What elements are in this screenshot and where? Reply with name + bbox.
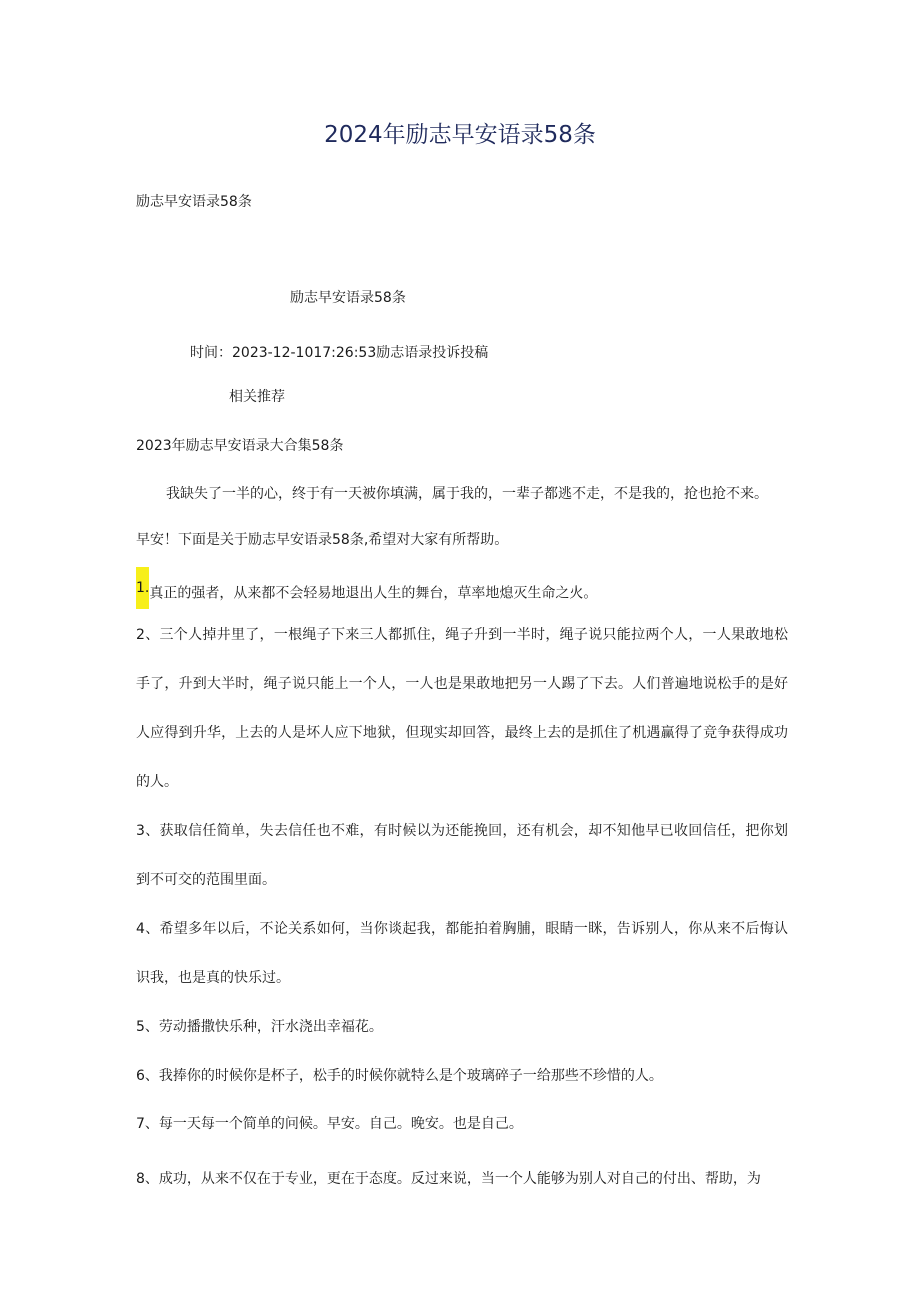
list-item: 6、我捧你的时候你是杯子，松手的时候你就特么是个玻璃碎子一给那些不珍惜的人。 [136,1068,663,1084]
article-title: 励志早安语录58条 [290,290,406,306]
intro-paragraph-2: 早安！下面是关于励志早安语录58条,希望对大家有所帮助。 [136,532,509,548]
document-subtitle: 励志早安语录58条 [136,194,252,210]
list-item: 8、成功，从来不仅在于专业，更在于态度。反过来说，当一个人能够为别人对自己的付出、帮助，为 [136,1171,761,1187]
intro-paragraph: 我缺失了一半的心，终于有一天被你填满，属于我的，一辈子都逃不走，不是我的，抢也抢不来。 [166,486,768,502]
list-item: 2、三个人掉井里了，一根绳子下来三人都抓住，绳子升到一半时，绳子说只能拉两个人，一人果敢地松手了，升到大半时，绳子说只能上一个人，一人也是果敢地把另一人踢了下去。人们普遍地说松手的是好人应得到升华，上去的人是坏人应下地狱，但现实却回答，最终上去的是抓住了机遇赢得了竞争获得成功的人。 [136,627,788,790]
list-item: 3、获取信任简单，失去信任也不难，有时候以为还能挽回，还有机会，却不知他早已收回信任，把你划到不可交的范围里面。 [136,823,788,888]
highlight-mark: 1. [136,567,149,609]
list-item: 7、每一天每一个简单的问候。早安。自己。晚安。也是自己。 [136,1116,523,1132]
list-item: 5、劳动播撒快乐种，汗水浇出幸福花。 [136,1019,383,1035]
related-heading: 相关推荐 [229,389,285,405]
list-item [136,578,597,609]
page-title: 2024年励志早安语录58条 [324,122,596,148]
related-link[interactable]: 2023年励志早安语录大合集58条 [136,438,344,454]
list-item-text: 真正的强者，从来都不会轻易地退出人生的舞台，草率地熄灭生命之火。 [149,585,598,602]
article-meta: 时间：2023-12-1017:26:53励志语录投诉投稿 [190,345,489,361]
list-item: 4、希望多年以后，不论关系如何，当你谈起我，都能拍着胸脯，眼睛一眯，告诉别人，你从来不后悔认识我，也是真的快乐过。 [136,921,788,986]
